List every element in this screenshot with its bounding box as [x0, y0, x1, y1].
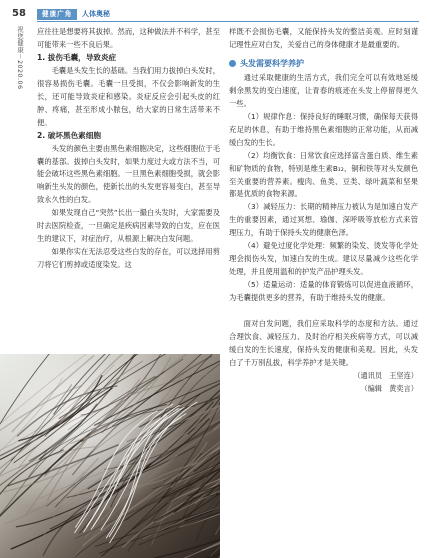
section-heading-text: 头发需要科学养护 — [240, 58, 304, 68]
column-tag: 健康广角 — [37, 9, 77, 20]
bullet-dot-icon — [229, 60, 236, 67]
paragraph: 如果你实在无法忍受这些白发的存在，可以选择用剪刀将它们剪掉或适度染发。这 — [37, 247, 220, 270]
subheading: 2. 破坏黑色素细胞 — [37, 130, 101, 140]
paragraph: （1）规律作息：保持良好的睡眠习惯，确保每天获得充足的休息，有助于维持黑色素细胞的正常功能，从而减缓白发的生长。 — [229, 111, 418, 147]
paragraph: （2）均衡饮食：日常饮食应选择富含蛋白质、维生素和矿物质的食物，特别是维生素B₁₂、铜和铁等对头发颜色至关重要的营养素。瘦肉、鱼类、豆类、绿叶蔬菜和坚果都是优质的食物来源。 — [229, 150, 418, 199]
section-heading — [229, 58, 418, 70]
right-column — [229, 26, 418, 396]
column-name: 人体奥秘 — [82, 10, 110, 18]
paragraph: 通过采取健康的生活方式，我们完全可以有效地延缓剩余黑发的变白速度，让青春的痕迹在头发上停留得更久一些。 — [229, 72, 418, 108]
paragraph: （3）减轻压力：长期的精神压力被认为是加速白发产生的重要因素，通过冥想、瑜伽、深呼吸等放松方式来管理压力，有助于保持头发的健康色泽。 — [229, 202, 418, 238]
header-rule — [37, 21, 419, 22]
paragraph: （4）避免过度化学处理：频繁的染发、烫发等化学处理会损伤头发，加速白发的生成。建议尽量减少这些化学处理，并且使用温和的护发产品护理头发。 — [229, 241, 418, 277]
page-number: 58 — [12, 8, 26, 19]
left-column — [37, 26, 220, 272]
paragraph: 毛囊是头发生长的基础。当我们用力拔掉白头发时，很容易损伤毛囊。毛囊一旦受损，不仅会影响新发的生长，还可能导致炎症和感染。炎症反应会引起头皮的红肿、疼痛，甚至形成小脓包，给大家的日常生活带来不便。 — [37, 65, 220, 127]
hair-illustration — [0, 354, 220, 558]
paragraph: 应往往是想要将其拔掉。然而，这种做法并不科学，甚至可能带来一些不良后果。 — [37, 27, 220, 49]
paragraph: 头发的颜色主要由黑色素细胞决定，这些细胞位于毛囊的基部。拔掉白头发时，如果力度过大或方法不当，可能会破坏这些黑色素细胞。一旦黑色素细胞受损，就会影响新生头发的颜色，使新长出的头发更容易变白，甚至导致永久性的白发。 — [37, 143, 220, 205]
credit-line: （通讯员 王坚连） — [353, 370, 418, 380]
subheading: 1. 拔伤毛囊，导致炎症 — [37, 52, 117, 62]
paragraph: 如果发现自己“突然”长出一撮白头发时，大家需要及时去医院检查，一旦确定是疾病因素导致的白发，应在医生的建议下，对症治疗，从根源上解决白发问题。 — [37, 208, 220, 244]
paragraph: 样既不会损伤毛囊，又能保持头发的整洁美观。应时刻谨记理性应对白发，关爱自己的身体健康才是最重要的。 — [229, 27, 418, 49]
credit-line: （编辑 黄奕言） — [360, 383, 418, 393]
paragraph: （5）适量运动：适量的体育锻炼可以促进血液循环，为毛囊提供更多的营养，有助于维持头发的健康。 — [229, 280, 418, 303]
gray-hair-photo — [0, 354, 220, 558]
sidebar-publication-text: 祝您健康－2020.06 — [16, 26, 23, 90]
paragraph: 面对白发问题，我们应采取科学的态度和方法。通过合理饮食、减轻压力、及时治疗相关疾病等方式，可以减缓白发的生长速度，保持头发的健康和美观。因此，头发白了千万别乱拔，科学养护才是关键。 — [229, 319, 418, 367]
